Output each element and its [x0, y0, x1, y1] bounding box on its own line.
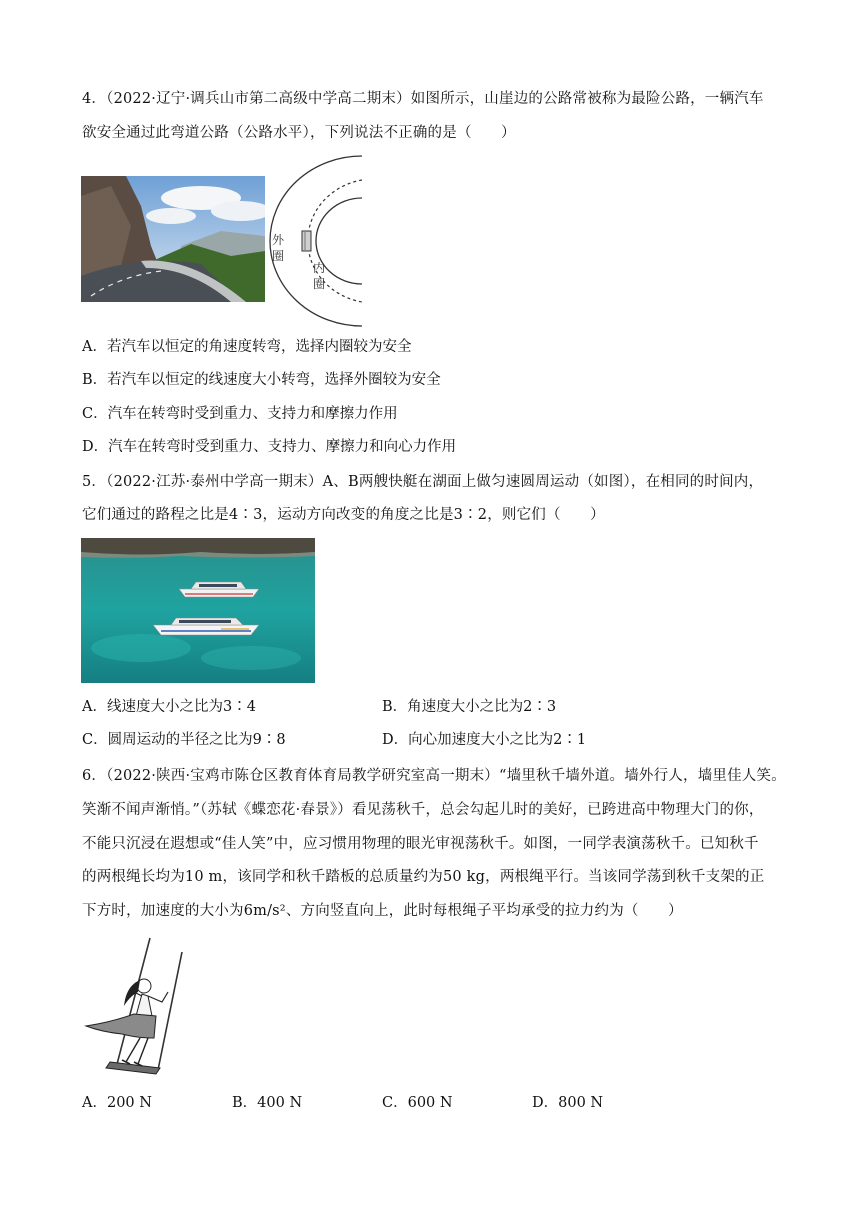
q5-stem-line-1: 5．（2022·江苏·泰州中学高一期末）A、B两艘快艇在湖面上做匀速圆周运动（如图），在相同的时间内，: [82, 474, 764, 490]
curve-road-diagram: [266, 150, 366, 330]
q5-option-b: B．角速度大小之比为2∶3: [382, 699, 557, 715]
q6-option-c: C．600 N: [382, 1095, 453, 1111]
q6-option-b: B．400 N: [232, 1095, 303, 1111]
swing-girl-figure: [82, 934, 192, 1076]
q4-option-a: A．若汽车以恒定的角速度转弯，选择内圈较为安全: [82, 339, 412, 355]
q4-option-c: C．汽车在转弯时受到重力、支持力和摩擦力作用: [82, 406, 398, 422]
q4-option-d: D．汽车在转弯时受到重力、支持力、摩擦力和向心力作用: [82, 439, 457, 455]
q6-stem-line-2: 笑渐不闻声渐悄。”（苏轼《蝶恋花·春景》）看见荡秋千，总会勾起儿时的美好，已跨进高中物理大门的你，: [82, 802, 764, 818]
q6-stem-line-5: 下方时，加速度的大小为6m/s²、方向竖直向上，此时每根绳子平均承受的拉力约为（ ）: [82, 903, 683, 919]
q5-option-d: D．向心加速度大小之比为2∶1: [382, 732, 587, 748]
q6-option-d: D．800 N: [532, 1095, 604, 1111]
q5-option-a: A．线速度大小之比为3∶4: [82, 699, 256, 715]
speedboats-photo: [81, 538, 315, 683]
q4-option-b: B．若汽车以恒定的线速度大小转弯，选择外圈较为安全: [82, 372, 441, 388]
q6-stem-line-3: 不能只沉浸在遐想或“佳人笑”中，应习惯用物理的眼光审视荡秋千。如图，一同学表演荡秋千。已知秋千: [82, 836, 759, 852]
q6-stem-line-1: 6．（2022·陕西·宝鸡市陈仓区教育体育局教学研究室高一期末）“墙里秋千墙外道。墙外行人，墙里佳人笑。: [82, 768, 786, 784]
q5-option-c: C．圆周运动的半径之比为9∶8: [82, 732, 286, 748]
outer-ring-label: 外圈: [272, 233, 285, 263]
inner-ring-label: 内圈: [313, 261, 326, 291]
cliff-road-photo: [81, 176, 265, 302]
q4-stem-line-2: 欲安全通过此弯道公路（公路水平），下列说法不正确的是（ ）: [82, 125, 516, 141]
q5-stem-line-2: 它们通过的路程之比是4∶3，运动方向改变的角度之比是3∶2，则它们（ ）: [82, 507, 605, 523]
q6-option-a: A．200 N: [82, 1095, 152, 1111]
q6-stem-line-4: 的两根绳长均为10 m，该同学和秋千踏板的总质量约为50 kg，两根绳平行。当该同学荡到秋千支架的正: [82, 869, 765, 885]
q4-stem-line-1: 4．（2022·辽宁·调兵山市第二高级中学高二期末）如图所示，山崖边的公路常被称为最险公路，一辆汽车: [82, 91, 764, 107]
